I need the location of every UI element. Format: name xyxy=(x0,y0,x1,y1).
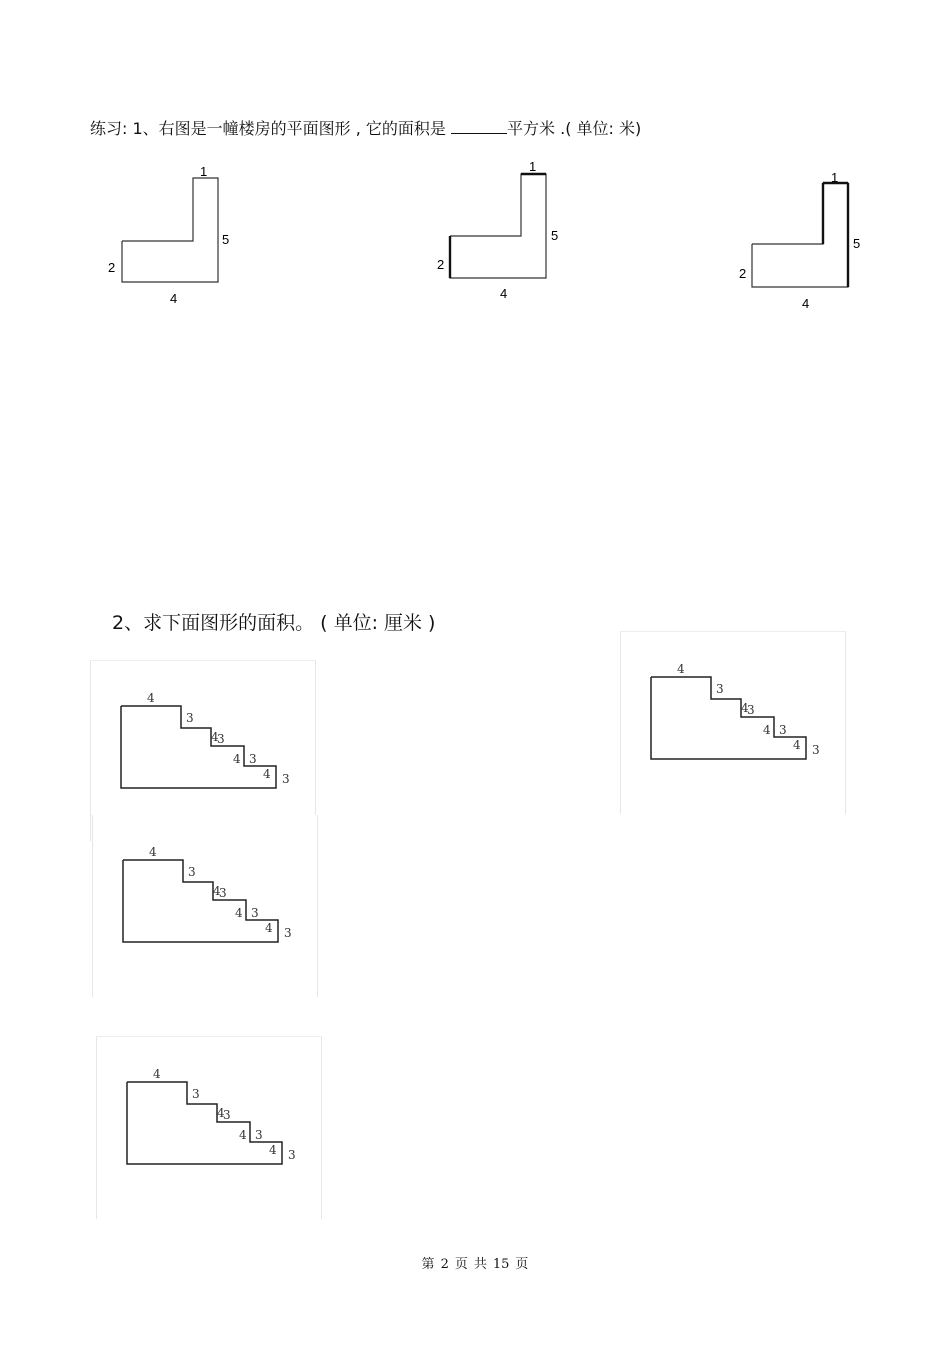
answer-blank[interactable] xyxy=(451,119,507,134)
stair-dimension-label: 3 xyxy=(284,926,292,940)
staircase-figure-2 xyxy=(620,631,846,814)
label-right: 5 xyxy=(222,232,230,247)
staircase-outline xyxy=(123,860,278,942)
label-left: 2 xyxy=(739,266,747,281)
stair-dimension-label: 4 xyxy=(217,1106,225,1120)
stair-dimension-label: 3 xyxy=(779,723,787,737)
question-1-suffix: 平方米 .( 单位: 米) xyxy=(507,119,642,138)
stair-dimension-label: 3 xyxy=(219,886,227,900)
stair-dimension-label: 4 xyxy=(211,730,219,744)
stair-dimension-label: 3 xyxy=(282,772,290,786)
stair-dimension-label: 3 xyxy=(249,752,257,766)
staircase-outline xyxy=(121,706,276,788)
label-bottom: 4 xyxy=(802,296,810,311)
stair-dimension-label: 4 xyxy=(149,845,157,859)
label-top: 1 xyxy=(529,159,537,174)
question-2: 2、求下面图形的面积。 ( 单位: 厘米 ) xyxy=(112,612,436,634)
l-shape-figure-3 xyxy=(730,165,880,315)
label-bottom: 4 xyxy=(500,286,508,301)
stair-dimension-label: 4 xyxy=(213,884,221,898)
stair-dimension-label: 3 xyxy=(716,682,724,696)
question-1 xyxy=(90,116,641,139)
l-shape-figure-2 xyxy=(430,155,580,305)
staircase-figure-1 xyxy=(90,660,316,841)
label-right: 5 xyxy=(853,236,861,251)
label-top: 1 xyxy=(200,164,208,179)
stair-dimension-label: 4 xyxy=(741,701,749,715)
stair-dimension-label: 3 xyxy=(288,1148,296,1162)
staircase-figure-3 xyxy=(92,815,318,997)
stair-dimension-label: 4 xyxy=(153,1067,161,1081)
footer-suffix: 页 xyxy=(515,1257,529,1272)
stair-dimension-label: 4 xyxy=(265,921,273,935)
stair-dimension-label: 3 xyxy=(251,906,259,920)
stair-dimension-label: 3 xyxy=(747,703,755,717)
staircase-outline xyxy=(127,1082,282,1164)
stair-dimension-label: 4 xyxy=(233,752,241,766)
label-left: 2 xyxy=(108,260,116,275)
page-footer xyxy=(0,1253,950,1272)
label-bottom: 4 xyxy=(170,291,178,306)
stair-dimension-label: 4 xyxy=(235,906,243,920)
stair-dimension-label: 3 xyxy=(186,711,194,725)
stair-dimension-label: 3 xyxy=(192,1087,200,1101)
stair-dimension-label: 4 xyxy=(239,1128,247,1142)
label-right: 5 xyxy=(551,228,559,243)
stair-dimension-label: 4 xyxy=(263,767,271,781)
stair-dimension-label: 3 xyxy=(223,1108,231,1122)
staircase-figure-4 xyxy=(96,1036,322,1219)
staircase-outline xyxy=(651,677,806,759)
stair-dimension-label: 4 xyxy=(763,723,771,737)
stair-dimension-label: 3 xyxy=(217,732,225,746)
stair-dimension-label: 4 xyxy=(793,738,801,752)
stair-dimension-label: 4 xyxy=(677,662,685,676)
stair-dimension-label: 4 xyxy=(269,1143,277,1157)
footer-total-word: 共 xyxy=(473,1257,487,1272)
stair-dimension-label: 3 xyxy=(188,865,196,879)
label-top: 1 xyxy=(831,170,839,185)
stair-dimension-label: 3 xyxy=(812,743,820,757)
stair-dimension-label: 3 xyxy=(255,1128,263,1142)
page-number: 2 xyxy=(440,1257,449,1272)
stair-dimension-label: 4 xyxy=(147,691,155,705)
footer-page-word: 页 xyxy=(454,1257,468,1272)
total-pages: 15 xyxy=(492,1257,510,1272)
label-left: 2 xyxy=(437,257,445,272)
question-1-prefix: 练习: 1、右图是一幢楼房的平面图形 , 它的面积是 xyxy=(90,119,452,138)
l-shape-figure-1 xyxy=(100,160,250,310)
footer-prefix: 第 xyxy=(421,1257,435,1272)
